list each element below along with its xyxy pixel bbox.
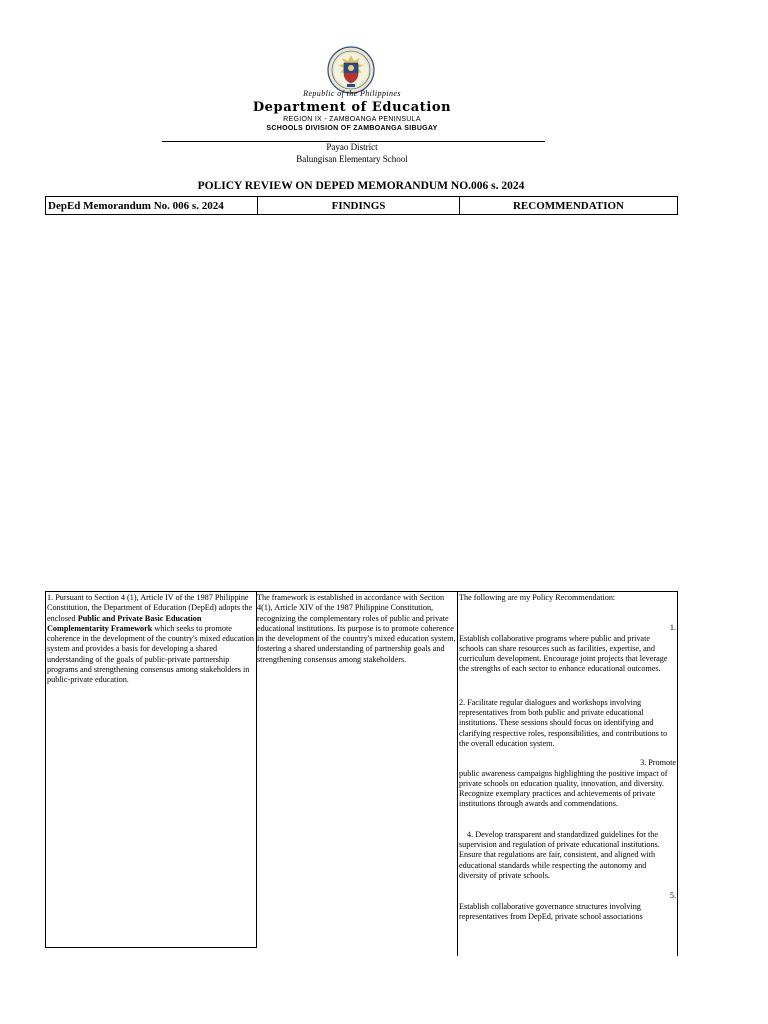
findings-cell (256, 591, 458, 956)
region-name: REGION IX - ZAMBOANGA PENINSULA (283, 116, 421, 123)
review-table-header (45, 196, 678, 215)
recommendation-1-text: Establish collaborative programs where public and private schools can share resources such as facilities, expertise, and curriculum development. Encourage joint projects that leverage the strengths of each sector to enhance educational outcomes. (459, 633, 668, 674)
memo-text-pre: 1. Pursuant to Section 4 (1), Article IV of the 1987 Philippine Constitution, the Department of Education (DepEd) adopts the enclosed (47, 593, 253, 623)
recommendation-4-text: 4. Develop transparent and standardized guidelines for the supervision and regulation of private educational institutions. Ensure that regulations are fair, consistent, and aligned with educational standards while respecting the autonomy and diversity of private schools. (459, 829, 660, 880)
district-name: Payao District (326, 142, 378, 152)
recommendation-3-text: public awareness campaigns highlighting the positive impact of private schools on education quality, innovation, and diversity. Recognize exemplary practices and achievements of private institutions through awards and commendations. (459, 768, 668, 809)
republic-header: Republic of the Philippines (303, 89, 401, 98)
findings-text: The framework is established in accordance with Section 4(1), Article XIV of the 1987 Philippine Constitution, recognizing the complementary roles of public and private educational institutions. Its purpose is to promote coherence in the development of the country's mixed education system, fostering a shared understanding of partnership goals and strengthening consensus among stakeholders. (257, 593, 456, 664)
recommendation-cell (457, 591, 678, 956)
recommendation-5-number: 5. (669, 891, 676, 901)
document-title: POLICY REVIEW ON DEPED MEMORANDUM NO.006 s. 2024 (197, 180, 525, 192)
column-header-memo: DepEd Memorandum No. 006 s. 2024 (46, 197, 258, 215)
department-name: Department of Education (252, 100, 452, 115)
division-name: SCHOOLS DIVISION OF ZAMBOANGA SIBUGAY (266, 125, 438, 132)
deped-seal-logo (327, 46, 375, 94)
recommendation-3-number: 3. Promote (640, 758, 676, 768)
memo-cell (45, 591, 257, 948)
memo-text-post: which seeks to promote coherence in the development of the country's mixed education system and provides a basis for developing a shared understanding of the goals of public-private partnership programs and strengthening consensus among stakeholders in public-private education. (47, 623, 254, 685)
recommendation-intro: The following are my Policy Recommendation: (459, 593, 616, 602)
memo-text (47, 593, 255, 686)
recommendation-5-text: Establish collaborative governance structures involving representatives from DepEd, private school associations (459, 901, 643, 921)
column-header-findings: FINDINGS (258, 197, 460, 215)
column-header-recommendation: RECOMMENDATION (460, 197, 678, 215)
recommendation-1-number: 1. (669, 623, 676, 633)
school-name: Balungisan Elementary School (296, 154, 408, 164)
recommendation-2-text: 2. Facilitate regular dialogues and workshops involving representatives from both public and private educational institutions. These sessions should focus on identifying and clarifying respective roles, responsibilities, and contributions to the overall education system. (459, 697, 668, 748)
memo-framework-name: Public and Private Basic Education Complementarity Framework (47, 613, 202, 633)
